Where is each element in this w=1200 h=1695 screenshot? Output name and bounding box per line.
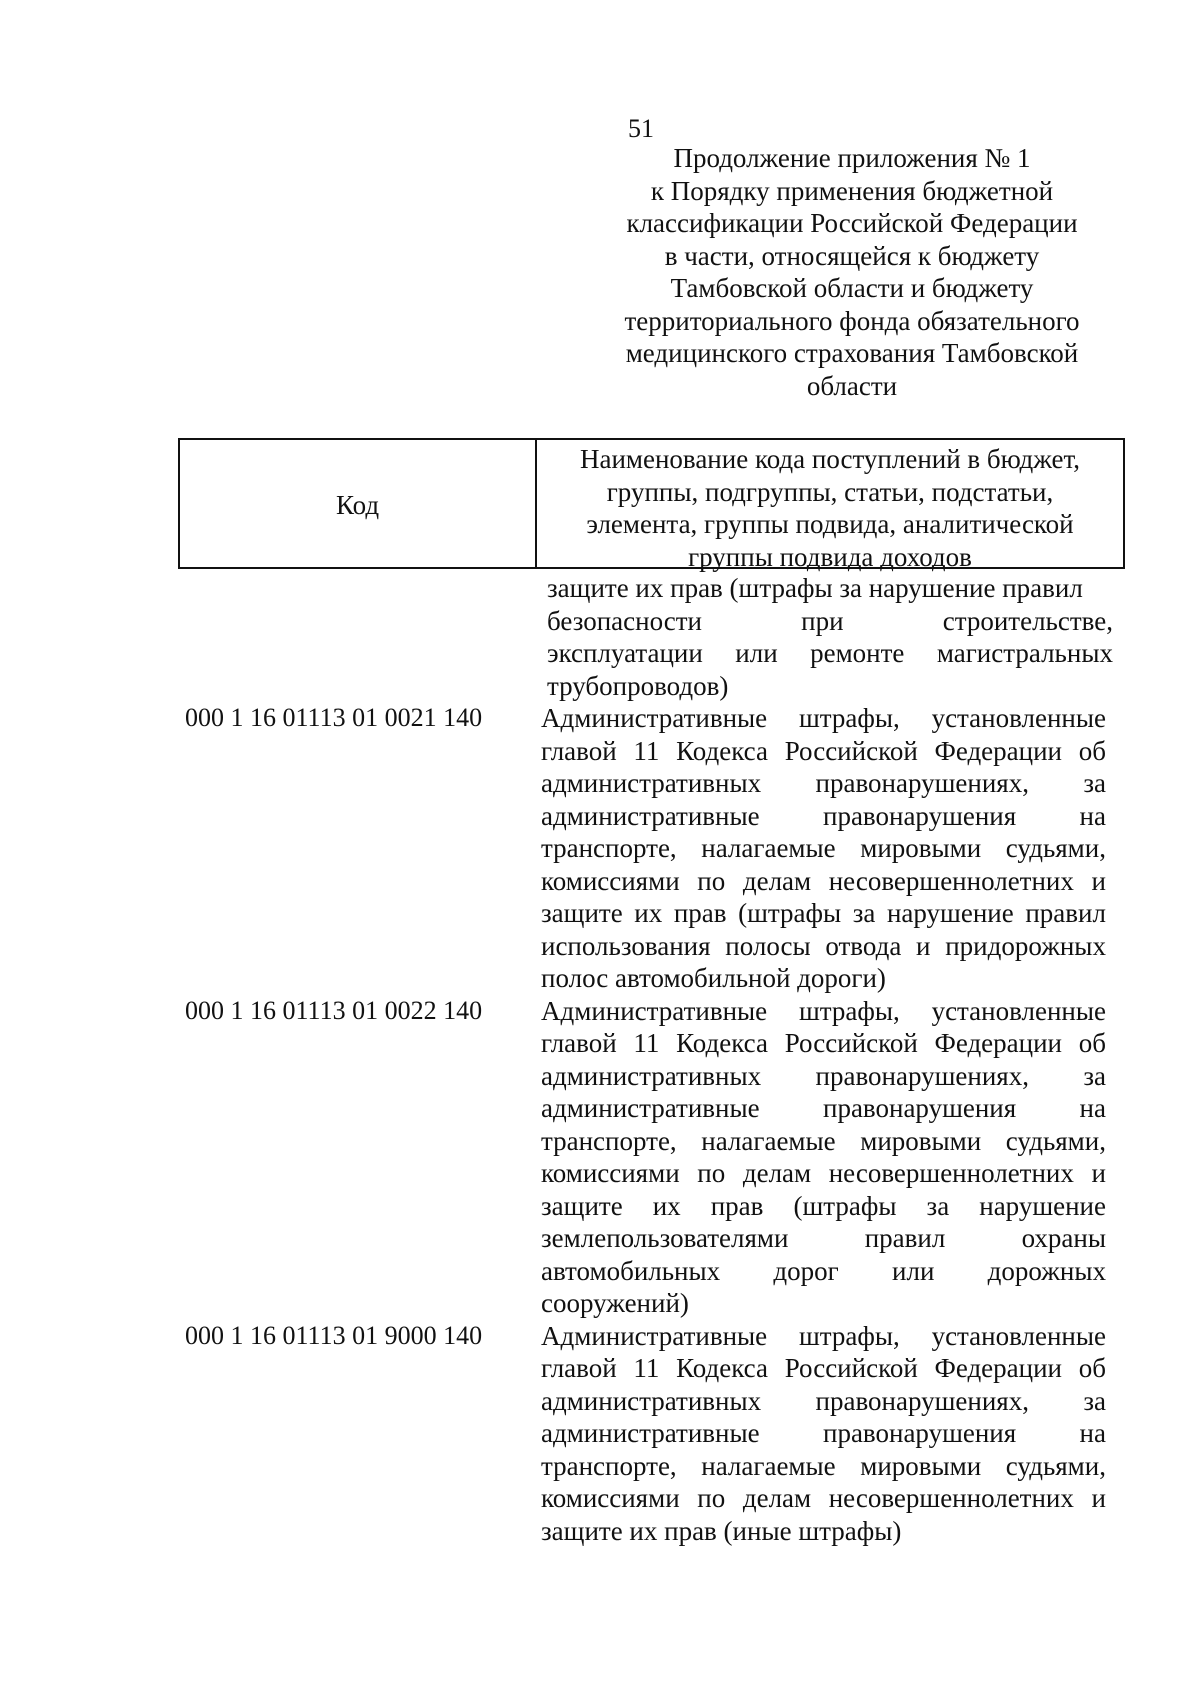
text-line xyxy=(541,1320,1106,1353)
word: их xyxy=(652,1190,681,1221)
word: транспорте, xyxy=(541,833,677,863)
word: при xyxy=(801,605,844,636)
word: или xyxy=(892,1255,935,1286)
word: дорожных xyxy=(987,1255,1106,1286)
word: (штрафы xyxy=(738,898,842,928)
text-line xyxy=(541,1027,1106,1060)
text-line xyxy=(541,865,1106,898)
word: 11 xyxy=(633,1353,660,1383)
appendix-heading xyxy=(612,142,1092,402)
word: делам xyxy=(742,1158,812,1188)
table-row xyxy=(185,995,1115,1320)
text-line xyxy=(541,1190,1106,1223)
word: охраны xyxy=(1021,1223,1106,1253)
word: 11 xyxy=(633,1028,660,1058)
word: Кодекса xyxy=(676,1353,768,1383)
text-line xyxy=(541,1255,1106,1288)
word: за xyxy=(1083,1385,1106,1416)
word: судьями, xyxy=(1005,833,1106,863)
word: правонарушениях, xyxy=(815,768,1029,798)
text-line xyxy=(541,702,1106,735)
word: судьями, xyxy=(1005,1125,1106,1156)
word: комиссиями xyxy=(541,1483,680,1513)
income-code: 000 1 16 01113 01 9000 140 xyxy=(185,1320,483,1350)
text-line: сооружений) xyxy=(541,1288,689,1318)
word: Федерации xyxy=(934,1028,1062,1058)
table-header xyxy=(178,438,1125,572)
code-entries xyxy=(185,702,1115,1547)
text-line xyxy=(541,930,1106,963)
word: мировыми xyxy=(860,1450,982,1481)
word: установленные xyxy=(931,1320,1106,1351)
text-line xyxy=(547,637,1113,670)
word: административные xyxy=(541,800,760,831)
word: Федерации xyxy=(934,735,1062,766)
text-line xyxy=(541,1482,1106,1515)
word: транспорте, xyxy=(541,1450,677,1481)
word: придорожных xyxy=(945,930,1106,961)
word: установленные xyxy=(931,995,1106,1026)
table-row xyxy=(185,1320,1115,1548)
name-header-line: элемента, группы подвида, аналитической xyxy=(586,509,1074,539)
word: по xyxy=(697,1483,726,1513)
income-description xyxy=(541,702,1106,995)
word: по xyxy=(697,865,726,896)
text-line xyxy=(541,1417,1106,1450)
word: мировыми xyxy=(860,1125,982,1156)
word: штрафы, xyxy=(798,703,900,733)
text-line: защите их прав (штрафы за нарушение правил xyxy=(547,573,1083,603)
word: и xyxy=(1091,1158,1106,1188)
word: на xyxy=(1079,1093,1106,1123)
word: магистральных xyxy=(936,638,1113,668)
word: транспорте, xyxy=(541,1125,677,1156)
word: налагаемые xyxy=(701,1125,836,1156)
word: защите xyxy=(541,1190,623,1221)
word: установленные xyxy=(931,703,1106,733)
word: защите xyxy=(541,898,623,928)
word: по xyxy=(697,1158,726,1188)
word: их xyxy=(634,898,663,928)
text-line: защите их прав (иные штрафы) xyxy=(541,1515,902,1546)
word: отвода xyxy=(825,930,902,961)
word: за xyxy=(926,1190,950,1221)
word: административные xyxy=(541,1418,760,1448)
name-header-line: группы подвида доходов xyxy=(688,541,972,572)
word: налагаемые xyxy=(701,1450,836,1481)
word: несовершеннолетних xyxy=(828,865,1074,896)
word: дорог xyxy=(773,1255,839,1286)
word: налагаемые xyxy=(701,833,836,863)
word: полосы xyxy=(725,930,811,961)
word: землепользователями xyxy=(541,1223,789,1253)
word: судьями, xyxy=(1005,1450,1106,1481)
name-header-line: группы, подгруппы, статьи, подстатьи, xyxy=(606,476,1054,507)
text-line xyxy=(541,832,1106,865)
word: несовершеннолетних xyxy=(828,1158,1074,1188)
heading-line: медицинского страхования Тамбовской xyxy=(625,338,1079,368)
word: административных xyxy=(541,768,762,798)
name-header-line: Наименование кода поступлений в бюджет, xyxy=(579,444,1081,474)
heading-line: к Порядку применения бюджетной xyxy=(650,175,1054,206)
name-column-header xyxy=(537,440,1123,572)
word: за xyxy=(852,898,876,928)
word: Административные xyxy=(541,995,768,1026)
text-line xyxy=(547,605,1113,638)
word: правил xyxy=(1025,898,1106,928)
word: 11 xyxy=(633,735,660,766)
income-code: 000 1 16 01113 01 0022 140 xyxy=(185,995,483,1025)
word: комиссиями xyxy=(541,865,680,896)
text-line xyxy=(541,1222,1106,1255)
word: строительстве, xyxy=(942,605,1113,636)
text-line xyxy=(541,1125,1106,1158)
word: на xyxy=(1079,1418,1106,1448)
word: правонарушения xyxy=(823,800,1017,831)
text-line xyxy=(541,897,1106,930)
word: за xyxy=(1083,768,1106,798)
word: об xyxy=(1078,735,1106,766)
income-description xyxy=(541,1320,1106,1548)
heading-line: классификации Российской Федерации xyxy=(626,208,1078,238)
table-row xyxy=(185,702,1115,995)
word: (штрафы xyxy=(793,1190,897,1221)
word: использования xyxy=(541,930,711,961)
word: ремонте xyxy=(810,638,905,668)
word: административных xyxy=(541,1385,762,1416)
income-code: 000 1 16 01113 01 0021 140 xyxy=(185,703,483,732)
word: нарушение xyxy=(886,898,1014,928)
word: главой xyxy=(541,1028,617,1058)
word: главой xyxy=(541,1353,617,1383)
word: административных xyxy=(541,1060,762,1091)
word: Административные xyxy=(541,1320,768,1351)
text-line xyxy=(541,735,1106,768)
text-line xyxy=(541,995,1106,1028)
word: Административные xyxy=(541,703,768,733)
text-line xyxy=(541,1157,1106,1190)
heading-line: в части, относящейся к бюджету xyxy=(664,240,1040,271)
word: правонарушения xyxy=(823,1093,1017,1123)
text-line xyxy=(541,1450,1106,1483)
text-line: полос автомобильной дороги) xyxy=(541,963,886,993)
word: Кодекса xyxy=(676,735,768,766)
income-description xyxy=(541,995,1106,1320)
text-line xyxy=(541,1385,1106,1418)
text-line xyxy=(541,767,1106,800)
word: нарушение xyxy=(979,1190,1106,1221)
word: об xyxy=(1078,1028,1106,1058)
word: несовершеннолетних xyxy=(828,1483,1074,1513)
word: Федерации xyxy=(934,1353,1062,1383)
word: прав xyxy=(673,898,727,928)
word: и xyxy=(1091,1483,1106,1513)
word: и xyxy=(916,930,931,961)
word: делам xyxy=(742,1483,812,1513)
word: административные xyxy=(541,1093,760,1123)
word: или xyxy=(735,638,778,668)
word: и xyxy=(1091,865,1106,896)
word: Российской xyxy=(784,1028,918,1058)
heading-line: территориального фонда обязательного xyxy=(624,305,1080,336)
page-number: 51 xyxy=(628,114,654,143)
word: Российской xyxy=(784,735,918,766)
word: автомобильных xyxy=(541,1255,721,1286)
word: за xyxy=(1083,1060,1106,1091)
word: мировыми xyxy=(860,833,982,863)
text-line xyxy=(541,1092,1106,1125)
word: об xyxy=(1078,1353,1106,1383)
text-line xyxy=(541,800,1106,833)
word: правонарушениях, xyxy=(815,1385,1029,1416)
heading-line: Тамбовской области и бюджету xyxy=(670,273,1034,303)
word: прав xyxy=(710,1190,764,1221)
word: правил xyxy=(864,1223,946,1253)
word: Кодекса xyxy=(676,1028,768,1058)
text-line xyxy=(541,1352,1106,1385)
heading-line: Продолжение приложения № 1 xyxy=(673,143,1031,173)
word: главой xyxy=(541,735,617,766)
word: безопасности xyxy=(547,605,702,636)
word: штрафы, xyxy=(798,995,900,1026)
word: эксплуатации xyxy=(547,638,703,668)
word: на xyxy=(1079,800,1106,831)
word: делам xyxy=(742,865,812,896)
text-line: трубопроводов) xyxy=(547,670,729,701)
text-line xyxy=(541,1060,1106,1093)
word: штрафы, xyxy=(798,1320,900,1351)
word: правонарушения xyxy=(823,1418,1017,1448)
code-column-header: Код xyxy=(180,440,537,567)
word: Российской xyxy=(784,1353,918,1383)
continuation-text xyxy=(547,572,1113,702)
word: комиссиями xyxy=(541,1158,680,1188)
word: правонарушениях, xyxy=(815,1060,1029,1091)
heading-line: области xyxy=(806,370,898,401)
